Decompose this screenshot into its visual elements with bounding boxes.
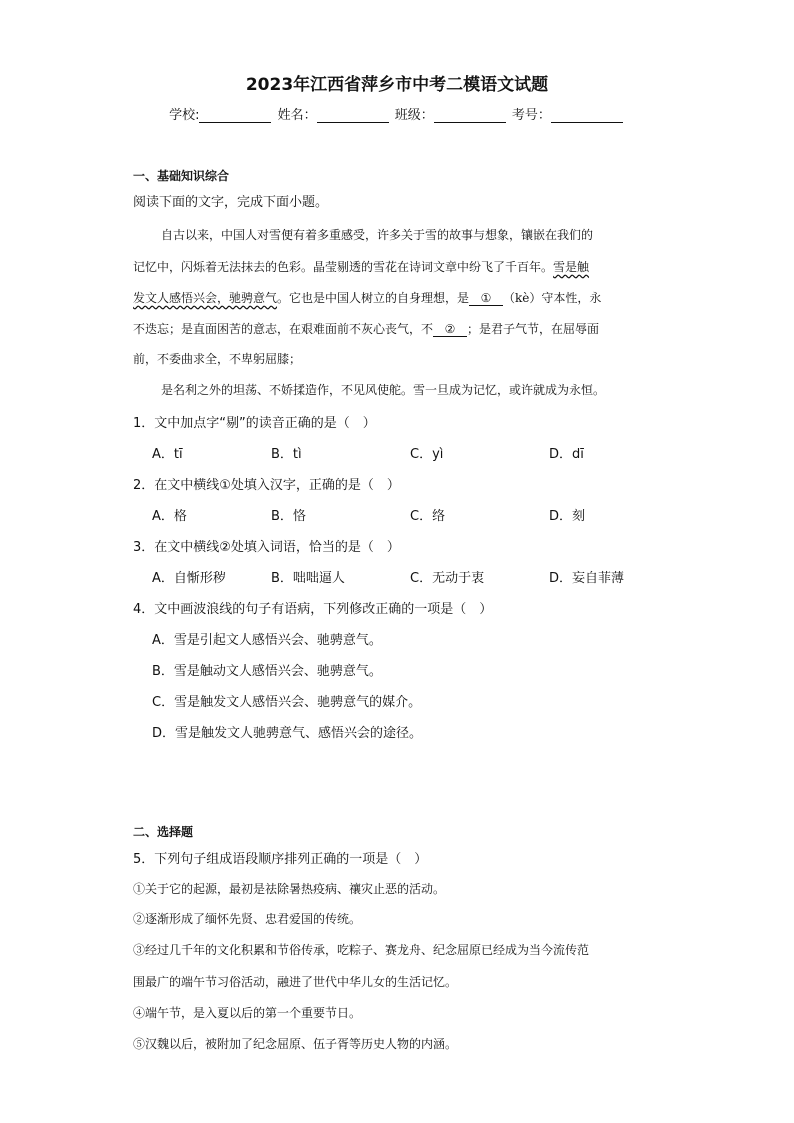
q3-option-a: A．自惭形秽 [152, 571, 226, 586]
passage-line-3: 发文人感悟兴会，驰骋意气。它也是中国人树立的自身理想，是 ① （kè）守本性，永 [133, 291, 602, 305]
name-label: 姓名： [277, 108, 317, 123]
passage-line-1: 自古以来，中国人对雪便有着多重感受，许多关于雪的故事与想象，镶嵌在我们的 [161, 228, 594, 242]
name-blank [317, 108, 389, 123]
school-label: 学校: [169, 108, 200, 123]
instruction: 阅读下面的文字，完成下面小题。 [133, 195, 329, 210]
question-4-stem: 4．文中画波浪线的句子有语病，下列修改正确的一项是（ ） [133, 602, 493, 617]
section-heading-1: 一、基础知识综合 [133, 169, 230, 183]
class-blank [434, 108, 506, 123]
passage-line-5: 前，不委曲求全，不卑躬屈膝； [133, 352, 302, 366]
student-info-row [0, 104, 794, 123]
fragment-3-line-1: ③经过几千年的文化积累和节俗传承，吃粽子、赛龙舟、纪念屈原已经成为当今流传范 [133, 943, 590, 957]
question-2-stem: 2．在文中横线①处填入汉字，正确的是（ ） [133, 478, 400, 493]
passage-line-4: 不迭忘；是直面困苦的意志，在艰难面前不灰心丧气，不 ② ；是君子气节，在屈辱面 [133, 322, 600, 336]
page-title: 2023年江西省萍乡市中考二模语文试题 [245, 75, 549, 95]
q4-option-b: B．雪是触动文人感悟兴会、驰骋意气。 [152, 664, 382, 679]
blank-1: ① [469, 291, 503, 306]
q2-option-a: A．格 [152, 509, 187, 524]
q2-option-b: B．恪 [271, 509, 306, 524]
section-heading-2: 二、选择题 [133, 825, 194, 839]
q4-option-c: C．雪是触发文人感悟兴会、驰骋意气的媒介。 [152, 695, 422, 710]
fragment-2: ②逐渐形成了缅怀先贤、忠君爱国的传统。 [133, 912, 362, 926]
q1-option-a: A．tī [152, 447, 183, 462]
question-3-stem: 3．在文中横线②处填入词语，恰当的是（ ） [133, 540, 400, 555]
blank-2: ② [433, 322, 467, 337]
passage-line-2: 记忆中，闪烁着无法抹去的色彩。晶莹剔透的雪花在诗词文章中纷飞了千百年。雪是触 [133, 260, 590, 274]
q2-option-c: C．络 [410, 509, 446, 524]
number-label: 考号： [511, 108, 551, 123]
class-label: 班级： [394, 108, 434, 123]
question-1-stem: 1．文中加点字“剔”的读音正确的是（ ） [133, 416, 376, 431]
school-blank [199, 108, 271, 123]
q1-option-d: D．dī [549, 447, 584, 462]
fragment-5: ⑤汉魏以后，被附加了纪念屈原、伍子胥等历史人物的内涵。 [133, 1037, 458, 1051]
q1-option-b: B．tì [271, 447, 302, 462]
q3-option-b: B．咄咄逼人 [271, 571, 345, 586]
number-blank [551, 108, 623, 123]
wavy-sentence-part-1: 雪是触 [553, 260, 590, 274]
q3-option-c: C．无动于衷 [410, 571, 485, 586]
fragment-3-line-2: 围最广的端午节习俗活动，融进了世代中华儿女的生活记忆。 [133, 975, 458, 989]
q1-option-c: C．yì [410, 447, 444, 462]
fragment-1: ①关于它的起源，最初是祛除暑热疫病、禳灾止恶的活动。 [133, 882, 446, 896]
wavy-sentence-part-2: 发文人感悟兴会，驰骋意气 [133, 291, 278, 305]
passage-line-6: 是名利之外的坦荡、不娇揉造作，不见风使舵。雪一旦成为记忆，或许就成为永恒。 [161, 383, 606, 397]
q2-option-d: D．刻 [549, 509, 586, 524]
question-5-stem: 5．下列句子组成语段顺序排列正确的一项是（ ） [133, 852, 428, 867]
q4-option-d: D．雪是触发文人驰骋意气、感悟兴会的途径。 [152, 726, 423, 741]
q4-option-a: A．雪是引起文人感悟兴会、驰骋意气。 [152, 633, 382, 648]
fragment-4: ④端午节，是入夏以后的第一个重要节日。 [133, 1006, 362, 1020]
q3-option-d: D．妄自菲薄 [549, 571, 625, 586]
